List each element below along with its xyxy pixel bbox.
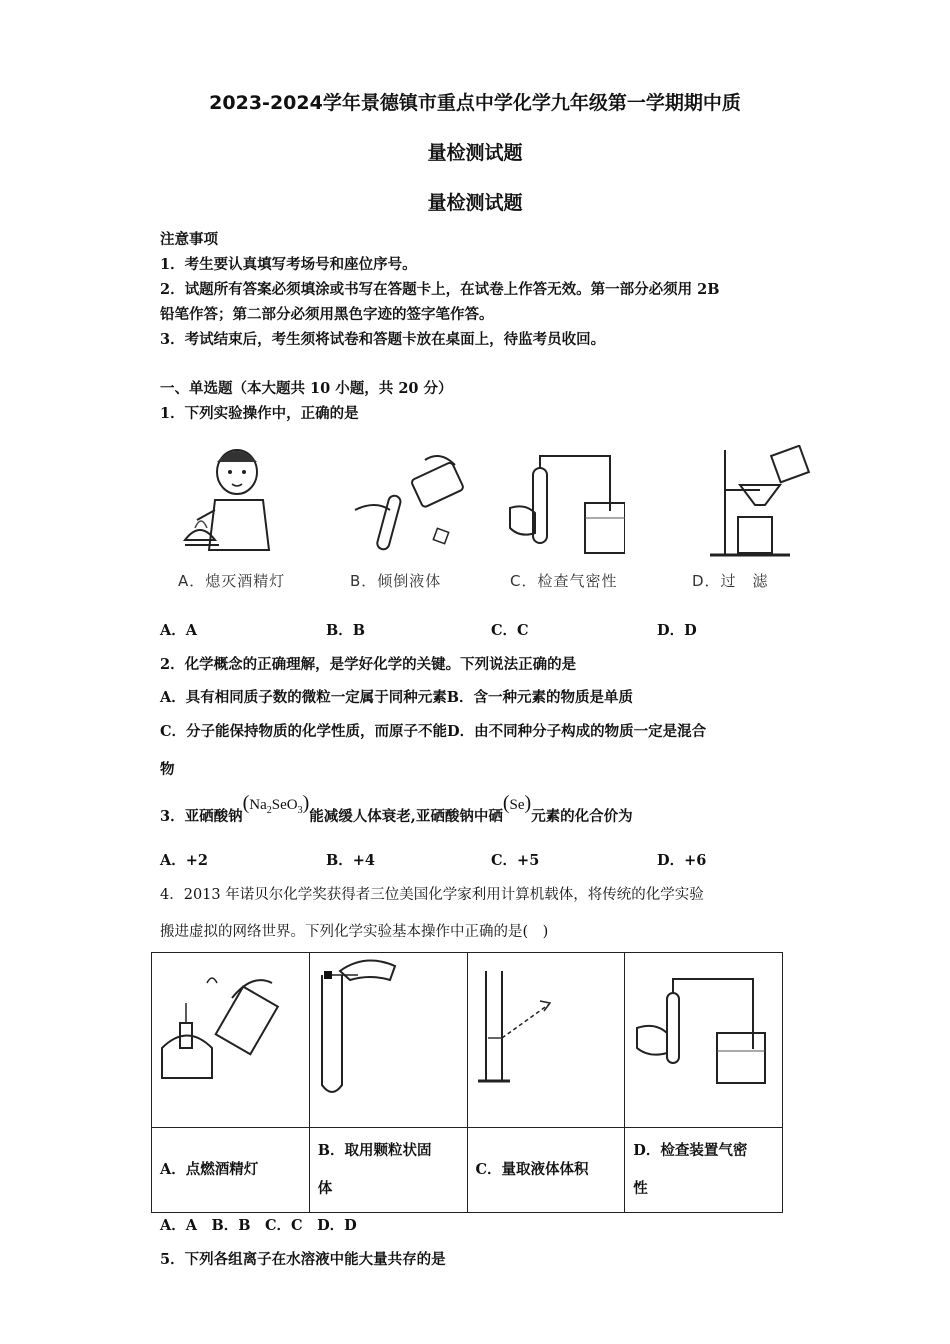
q3-formula-se: (Se): [502, 792, 532, 814]
exam-title-line2: 量检测试题: [427, 142, 523, 164]
q4-figure-a-cell: [152, 953, 310, 1128]
q4-label-a: A．点燃酒精灯: [152, 1128, 310, 1213]
q4-figure-a-light-lamp: [152, 953, 307, 1123]
q1-figure-a-extinguish-lamp: [175, 440, 305, 565]
q1-figure-d-filter: [700, 445, 815, 565]
q4-figure-c-cell: [467, 953, 625, 1128]
q3-middle: 能减缓人体衰老,亚硒酸钠中硒: [309, 808, 503, 825]
q4-figure-b-cell: [309, 953, 467, 1128]
q1-stem: 1．下列实验操作中，正确的是: [160, 405, 359, 422]
exam-title-line1: 2023-2024学年景德镇市重点中学化学九年级第一学期期中质: [209, 92, 741, 114]
q4-label-b: B．取用颗粒状固 体: [309, 1128, 467, 1213]
q1-figure-b-pour-liquid: [345, 450, 475, 560]
q3-prefix: 3．亚硒酸钠: [160, 808, 243, 825]
q4-figure-b-take-solid: [310, 953, 465, 1123]
q4-figure-d-cell: [625, 953, 783, 1128]
q4-stem-line1: 4．2013 年诺贝尔化学奖获得者三位美国化学家利用计算机载体，将传统的化学实验: [160, 887, 704, 903]
q4-label-c: C．量取液体体积: [467, 1128, 625, 1213]
q1-option-a[interactable]: A．A: [160, 622, 198, 639]
q2-options-line1: A．具有相同质子数的微粒一定属于同种元素B．含一种元素的物质是单质: [160, 689, 634, 706]
notice-item-1: 1．考生要认真填写考场号和座位序号。: [160, 256, 417, 273]
q1-caption-c: C．检查气密性: [510, 572, 618, 590]
q1-figure-c-check-airtightness: [505, 448, 625, 563]
q1-option-d[interactable]: D．D: [657, 622, 697, 639]
q1-option-b[interactable]: B．B: [326, 622, 366, 639]
q3-option-d[interactable]: D．+6: [657, 852, 707, 869]
q4-stem-line2: 搬进虚拟的网络世界。下列化学实验基本操作中正确的是( ): [160, 924, 549, 940]
q1-caption-a: A．熄灭酒精灯: [178, 572, 286, 590]
notice-item-3: 3．考试结束后，考生须将试卷和答题卡放在桌面上，待监考员收回。: [160, 331, 606, 348]
q3-option-a[interactable]: A．+2: [160, 852, 208, 869]
q4-figure-d-check-airtightness: [625, 953, 780, 1123]
q4-figure-c-measure-volume: [468, 953, 623, 1123]
q3-option-c[interactable]: C．+5: [491, 852, 540, 869]
q1-caption-b: B．倾倒液体: [350, 572, 442, 590]
q2-options-line3: 物: [160, 761, 175, 778]
notice-heading: 注意事项: [160, 231, 218, 248]
q3-suffix: 元素的化合价为: [531, 808, 633, 825]
q5-stem: 5．下列各组离子在水溶液中能大量共存的是: [160, 1251, 446, 1268]
q2-options-line2: C．分子能保持物质的化学性质，而原子不能D．由不同种分子构成的物质一定是混合: [160, 723, 707, 740]
q1-caption-d: D．过 滤: [692, 572, 769, 590]
q3-option-b[interactable]: B．+4: [326, 852, 375, 869]
exam-title-line3: 量检测试题: [427, 192, 523, 214]
q3-stem: [160, 792, 633, 825]
q4-label-d: D．检查装置气密 性: [625, 1128, 783, 1213]
notice-item-2a: 2．试题所有答案必须填涂或书写在答题卡上，在试卷上作答无效。第一部分必须用 2B: [160, 281, 720, 298]
section1-heading: 一、单选题（本大题共 10 小题，共 20 分）: [160, 380, 453, 397]
q1-option-c[interactable]: C．C: [491, 622, 529, 639]
notice-item-2b: 铅笔作答；第二部分必须用黑色字迹的签字笔作答。: [160, 306, 494, 323]
q3-formula-na2seo3: $(Na_2SeO_3)$: [242, 792, 310, 816]
q4-options-table: [151, 952, 783, 1213]
q2-stem: 2．化学概念的正确理解，是学好化学的关键。下列说法正确的是: [160, 656, 577, 673]
q4-answer-options[interactable]: A．A B．B C．C D．D: [160, 1217, 357, 1234]
